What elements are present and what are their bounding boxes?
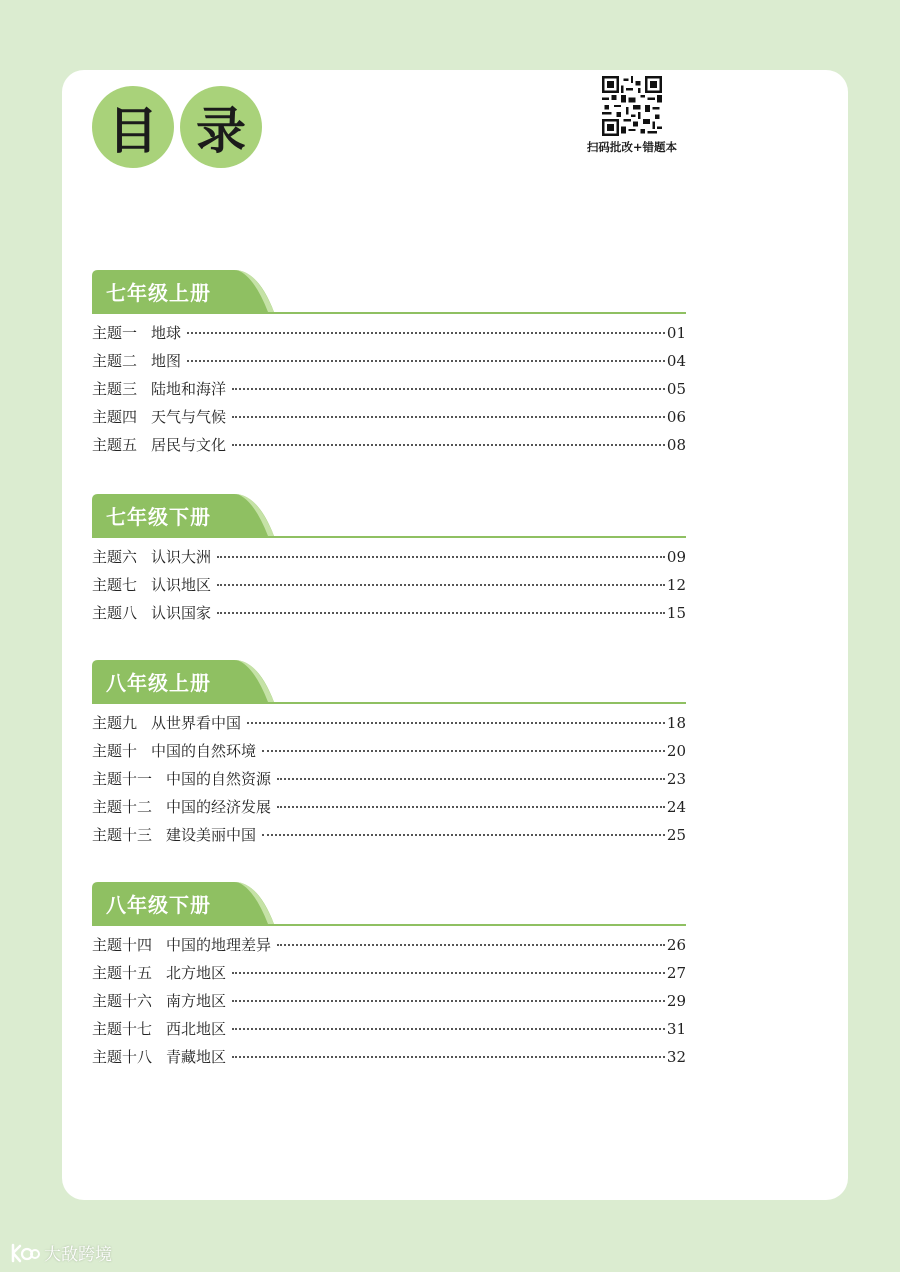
topic-number: 主题三 [92, 380, 138, 398]
section-title: 八年级上册 [106, 671, 211, 695]
toc-section [92, 494, 778, 622]
dot-leader [187, 332, 665, 334]
topic-number: 主题十 [92, 742, 138, 760]
topic-number: 主题九 [92, 714, 138, 732]
section-title: 七年级上册 [106, 281, 211, 305]
section-tab [92, 882, 274, 924]
toc-entry[interactable] [92, 712, 686, 740]
qr-caption: 扫码批改+错题本 [586, 140, 678, 154]
topic-name: 认识地区 [151, 576, 212, 594]
title-char-circle: 目 [92, 86, 174, 168]
topic-number: 主题一 [92, 324, 138, 342]
section-divider [92, 702, 686, 704]
section-divider [92, 536, 686, 538]
kdd-logo-icon [10, 1242, 40, 1264]
dot-leader [247, 722, 665, 724]
section-title: 七年级下册 [106, 505, 211, 529]
toc-entry[interactable] [92, 796, 686, 824]
topic-name: 居民与文化 [151, 436, 227, 454]
toc-section [92, 270, 778, 454]
page-number: 26 [666, 936, 686, 954]
section-tab [92, 660, 274, 702]
section-tab [92, 494, 274, 536]
page-number: 15 [666, 604, 686, 622]
dot-leader [262, 750, 665, 752]
page-number: 05 [666, 380, 686, 398]
topic-name: 陆地和海洋 [151, 380, 227, 398]
topic-name: 西北地区 [166, 1020, 227, 1038]
topic-name: 中国的地理差异 [166, 936, 272, 954]
page-number: 18 [666, 714, 686, 732]
toc-list [92, 712, 686, 852]
toc-entry[interactable] [92, 990, 686, 1018]
dot-leader [232, 1056, 665, 1058]
topic-number: 主题十五 [92, 964, 153, 982]
topic-name: 青藏地区 [166, 1048, 227, 1066]
section-tab [92, 270, 274, 312]
dot-leader [232, 416, 665, 418]
page-number: 31 [666, 1020, 686, 1038]
topic-number: 主题六 [92, 548, 138, 566]
dot-leader [277, 944, 665, 946]
page-number: 29 [666, 992, 686, 1010]
title-char-circle: 录 [180, 86, 262, 168]
topic-name: 北方地区 [166, 964, 227, 982]
toc-entry[interactable] [92, 1018, 686, 1046]
toc-entry[interactable] [92, 350, 686, 378]
toc-entry[interactable] [92, 574, 686, 602]
page-number: 01 [666, 324, 686, 342]
topic-name: 天气与气候 [151, 408, 227, 426]
toc-section [92, 660, 778, 844]
topic-number: 主题八 [92, 604, 138, 622]
topic-number: 主题十七 [92, 1020, 153, 1038]
topic-number: 主题十三 [92, 826, 153, 844]
toc-entry[interactable] [92, 406, 686, 434]
page-number: 23 [666, 770, 686, 788]
toc-entry[interactable] [92, 740, 686, 768]
page-number: 25 [666, 826, 686, 844]
watermark [10, 1240, 112, 1265]
toc-entry[interactable] [92, 934, 686, 962]
dot-leader [262, 834, 665, 836]
dot-leader [232, 1000, 665, 1002]
toc-entry[interactable] [92, 602, 686, 630]
topic-name: 中国的自然资源 [166, 770, 272, 788]
topic-name: 建设美丽中国 [166, 826, 257, 844]
topic-name: 从世界看中国 [151, 714, 242, 732]
page-number: 20 [666, 742, 686, 760]
topic-number: 主题五 [92, 436, 138, 454]
topic-name: 地球 [151, 324, 182, 342]
page-title [92, 86, 262, 168]
topic-number: 主题十八 [92, 1048, 153, 1066]
section-divider [92, 312, 686, 314]
toc-entry[interactable] [92, 546, 686, 574]
topic-number: 主题二 [92, 352, 138, 370]
dot-leader [232, 444, 665, 446]
dot-leader [232, 388, 665, 390]
toc-entry[interactable] [92, 768, 686, 796]
toc-entry[interactable] [92, 322, 686, 350]
topic-number: 主题十四 [92, 936, 153, 954]
toc-entry[interactable] [92, 1046, 686, 1074]
toc-entry[interactable] [92, 962, 686, 990]
dot-leader [187, 360, 665, 362]
toc-list [92, 934, 686, 1074]
page-number: 09 [666, 548, 686, 566]
topic-number: 主题四 [92, 408, 138, 426]
dot-leader [217, 612, 665, 614]
topic-name: 南方地区 [166, 992, 227, 1010]
qr-block [572, 76, 692, 155]
toc-list [92, 322, 686, 462]
watermark-text: 大敌跨境 [44, 1245, 112, 1265]
section-title: 八年级下册 [106, 893, 211, 917]
dot-leader [277, 778, 665, 780]
topic-number: 主题十六 [92, 992, 153, 1010]
page-number: 12 [666, 576, 686, 594]
page-number: 06 [666, 408, 686, 426]
topic-number: 主题十一 [92, 770, 153, 788]
page-number: 08 [666, 436, 686, 454]
qr-code-icon[interactable] [602, 76, 662, 136]
toc-entry[interactable] [92, 434, 686, 462]
dot-leader [232, 1028, 665, 1030]
toc-entry[interactable] [92, 378, 686, 406]
page-number: 04 [666, 352, 686, 370]
toc-entry[interactable] [92, 824, 686, 852]
topic-name: 中国的经济发展 [166, 798, 272, 816]
dot-leader [217, 556, 665, 558]
page-number: 24 [666, 798, 686, 816]
topic-name: 认识大洲 [151, 548, 212, 566]
topic-number: 主题十二 [92, 798, 153, 816]
topic-name: 认识国家 [151, 604, 212, 622]
dot-leader [217, 584, 665, 586]
toc-section [92, 882, 778, 1066]
topic-name: 地图 [151, 352, 182, 370]
topic-number: 主题七 [92, 576, 138, 594]
page-number: 32 [666, 1048, 686, 1066]
dot-leader [277, 806, 665, 808]
section-divider [92, 924, 686, 926]
topic-name: 中国的自然环境 [151, 742, 257, 760]
dot-leader [232, 972, 665, 974]
toc-list [92, 546, 686, 630]
page-number: 27 [666, 964, 686, 982]
